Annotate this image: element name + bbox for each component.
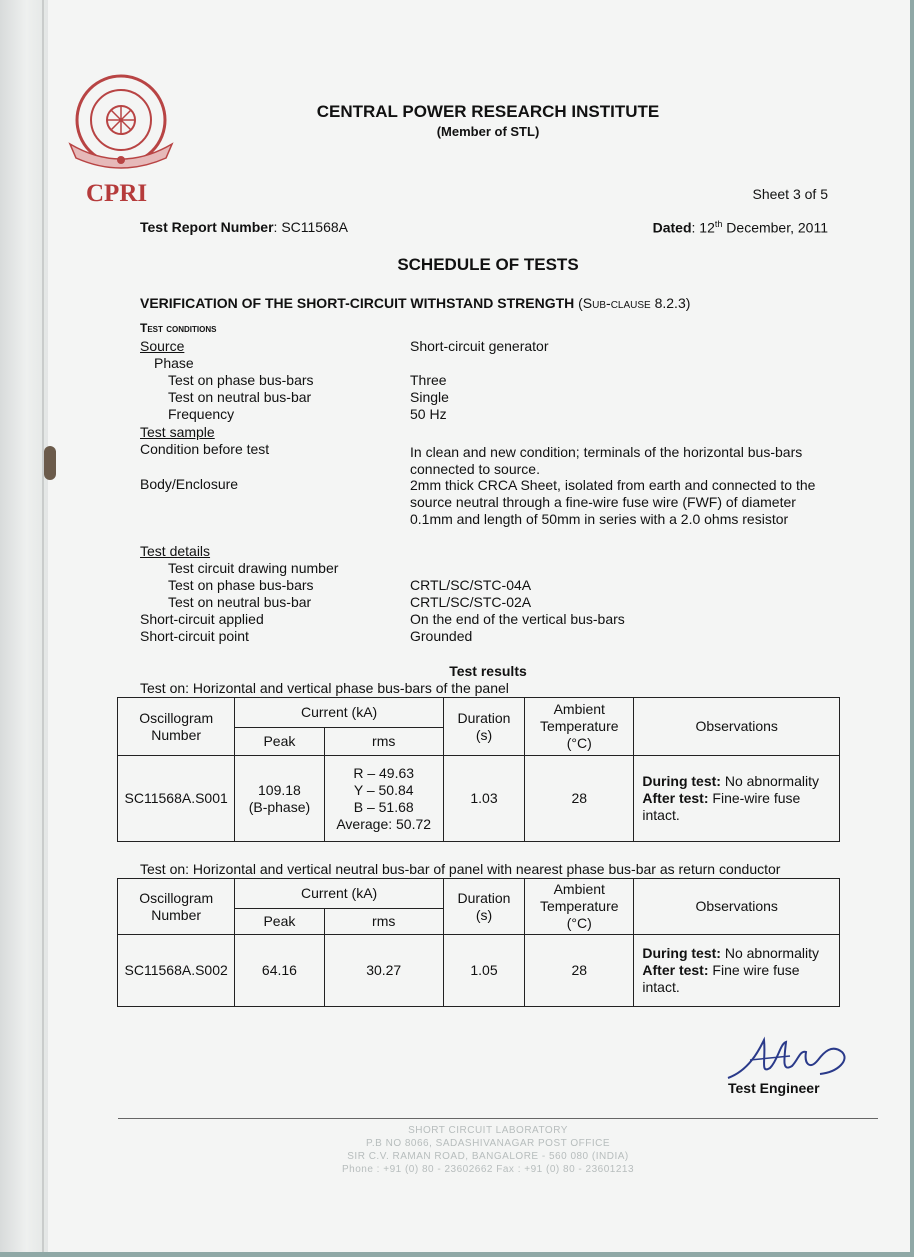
rms-average: Average: 50.72 (336, 815, 432, 832)
peak-current-value: 109.18 (258, 781, 301, 798)
short-circuit-point-value: Grounded (410, 628, 473, 644)
header-ambient: Ambient Temperature (°C) (525, 698, 634, 756)
rms-b: B – 51.68 (353, 798, 414, 815)
source-value: Short-circuit generator (410, 338, 549, 354)
body-enclosure-value: 2mm thick CRCA Sheet, isolated from earth and connected to the source neutral through a fine-wire fuse wire (FWF) of diameter 0.1mm and length of 50mm in series with a 2.0 ohms resistor (410, 477, 816, 527)
sheet-number: Sheet 3 of 5 (752, 186, 828, 202)
oscillogram-number: SC11568A.S002 (118, 935, 235, 1007)
sub-clause: (Sub-clause 8.2.3) (578, 295, 691, 311)
dated-day: : 12 (691, 219, 715, 236)
drawing-neutral-label: Test on neutral bus-bar (168, 594, 312, 610)
during-test-label: During test: (642, 945, 721, 961)
short-circuit-point-label: Short-circuit point (140, 628, 249, 644)
test-report-number (140, 219, 348, 235)
dated-label: Dated (652, 219, 692, 236)
observations-cell (634, 935, 840, 1007)
cpri-seal-logo (66, 74, 176, 174)
after-test-value: Fine-wire fuse intact. (642, 790, 801, 823)
ambient-value: 28 (525, 756, 634, 842)
after-test-label: After test: (642, 790, 709, 806)
verification-heading (140, 295, 690, 311)
body-enclosure-label: Body/Enclosure (140, 476, 239, 492)
header-observations: Observations (634, 698, 840, 756)
rms-current-value: 30.27 (324, 935, 443, 1007)
rms-y: Y – 50.84 (353, 781, 414, 798)
condition-before-test-value: In clean and new condition; terminals of the horizontal bus-bars connected to source. (410, 444, 803, 477)
logo-text: CPRI (86, 180, 148, 207)
institute-name: CENTRAL POWER RESEARCH INSTITUTE (316, 102, 660, 121)
after-test-value: Fine wire fuse intact. (642, 962, 800, 995)
condition-before-test-label: Condition before test (140, 441, 270, 457)
report-number-label: Test Report Number (140, 219, 274, 235)
drawing-phase-label: Test on phase bus-bars (168, 577, 314, 593)
footer-phone: Phone : +91 (0) 80 - 23602662 Fax : +91 (0) 80 - 23601213 (341, 1164, 635, 1175)
member-line: (Member of STL) (436, 124, 540, 139)
during-test-value: No abnormality (720, 773, 819, 789)
drawing-neutral-value: CRTL/SC/STC-02A (410, 594, 532, 610)
table1-caption: Test on: Horizontal and vertical phase bus-bars of the panel (140, 680, 509, 696)
duration-value: 1.05 (443, 935, 524, 1007)
phase-busbars-label: Test on phase bus-bars (168, 372, 314, 388)
header-rms: rms (324, 728, 443, 756)
header-duration: Duration (s) (443, 879, 524, 935)
table2-caption: Test on: Horizontal and vertical neutral bus-bar of panel with nearest phase bus-bar as return conductor (140, 861, 781, 877)
dated-rest: December, 2011 (722, 219, 828, 236)
frequency-label: Frequency (168, 406, 235, 422)
results-table-neutral (117, 878, 840, 1007)
test-engineer-label: Test Engineer (728, 1080, 820, 1096)
ambient-value: 28 (525, 935, 634, 1007)
during-test-value: No abnormality (720, 945, 819, 961)
drawing-number-label: Test circuit drawing number (168, 560, 339, 576)
header-current: Current (kA) (235, 698, 444, 728)
results-table-phase (117, 697, 840, 842)
report-date (653, 219, 828, 236)
binding-fold (42, 0, 44, 1257)
phase-busbars-value: Three (410, 372, 447, 388)
neutral-busbar-label: Test on neutral bus-bar (168, 389, 312, 405)
page-edge-bottom (0, 1252, 914, 1257)
short-circuit-applied-label: Short-circuit applied (140, 611, 264, 627)
header-peak: Peak (235, 728, 324, 756)
source-label: Source (140, 338, 185, 354)
header-observations: Observations (634, 879, 840, 935)
header-rms: rms (324, 909, 443, 935)
footer-divider (118, 1118, 878, 1119)
engineer-signature (720, 1030, 860, 1086)
peak-current-cell (235, 756, 324, 842)
header-peak: Peak (235, 909, 324, 935)
dated-suffix: th (714, 219, 723, 229)
neutral-busbar-value: Single (410, 389, 449, 405)
observations-cell (634, 756, 840, 842)
after-test-label: After test: (642, 962, 709, 978)
report-number-value: : SC11568A (273, 219, 349, 235)
test-conditions-heading: Test conditions (140, 321, 217, 335)
verification-title: VERIFICATION OF THE SHORT-CIRCUIT WITHSTAND STRENGTH (140, 295, 575, 311)
footer-po: P.B NO 8066, SADASHIVANAGAR POST OFFICE (365, 1138, 611, 1149)
test-sample-label: Test sample (140, 424, 215, 440)
rms-current-cell (324, 756, 443, 842)
header-oscillogram: Oscillogram Number (118, 698, 235, 756)
test-details-label: Test details (140, 543, 211, 559)
drawing-phase-value: CRTL/SC/STC-04A (410, 577, 532, 593)
short-circuit-applied-value: On the end of the vertical bus-bars (410, 611, 625, 627)
peak-current-phase: (B-phase) (248, 798, 311, 815)
header-oscillogram: Oscillogram Number (118, 879, 235, 935)
header-duration: Duration (s) (443, 698, 524, 756)
frequency-value: 50 Hz (410, 406, 447, 422)
header-ambient: Ambient Temperature (°C) (525, 879, 634, 935)
test-results-title: Test results (449, 663, 527, 679)
footer-lab: SHORT CIRCUIT LABORATORY (408, 1125, 568, 1136)
footer-road: SIR C.V. RAMAN ROAD, BANGALORE - 560 080 (INDIA) (347, 1151, 629, 1162)
rms-r: R – 49.63 (353, 764, 415, 781)
oscillogram-number: SC11568A.S001 (118, 756, 235, 842)
footer-address (250, 1124, 726, 1176)
during-test-label: During test: (642, 773, 721, 789)
duration-value: 1.03 (443, 756, 524, 842)
phase-label: Phase (154, 355, 194, 371)
page-edge-right (910, 0, 914, 1257)
punch-hole (44, 446, 56, 480)
peak-current-value: 64.16 (235, 935, 324, 1007)
header-current: Current (kA) (235, 879, 444, 909)
binding-spine (0, 0, 48, 1257)
schedule-title: SCHEDULE OF TESTS (397, 255, 579, 274)
